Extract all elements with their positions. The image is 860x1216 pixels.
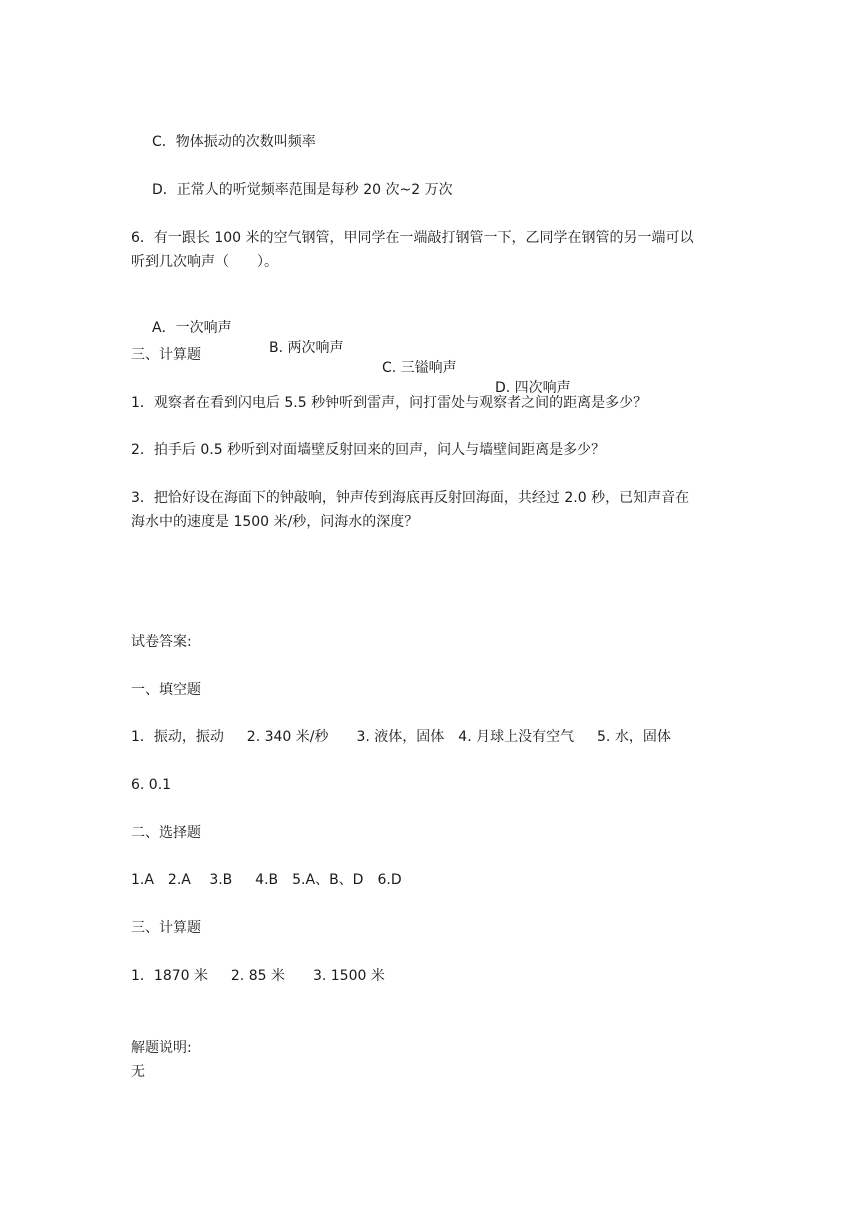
q6-option-a: A．一次响声 <box>152 320 232 336</box>
answers-choice-line: 1.A 2.A 3.B 4.B 5.A、B、D 6.D <box>131 872 402 888</box>
explanation-body: 无 <box>131 1064 145 1080</box>
q6-text-line2: 听到几次响声（ ）。 <box>131 254 278 270</box>
answers-calc-heading: 三、计算题 <box>131 920 201 936</box>
q6-text-line1: 6．有一跟长 100 米的空气钢管，甲同学在一端敲打钢管一下，乙同学在钢管的另一端可以 <box>131 230 694 246</box>
q5-option-d: D．正常人的听觉频率范围是每秒 20 次~2 万次 <box>152 182 453 198</box>
answers-fill-line1: 1．振动，振动 2. 340 米/秒 3. 液体，固体 4. 月球上没有空气 5. 水，固体 <box>131 729 671 745</box>
answers-fill-line2: 6. 0.1 <box>131 777 172 793</box>
calc-question-3-line1: 3．把恰好设在海面下的钟敲响，钟声传到海底再反射回海面，共经过 2.0 秒，已知声音在 <box>131 490 690 506</box>
calc-question-2: 2．拍手后 0.5 秒听到对面墙壁反射回来的回声，问人与墙壁间距离是多少？ <box>131 442 606 458</box>
section3-heading: 三、计算题 <box>131 347 201 363</box>
q5-option-c: C．物体振动的次数叫频率 <box>152 134 316 150</box>
explanation-heading: 解题说明: <box>131 1040 192 1056</box>
q6-option-d: D. 四次响声 <box>495 380 571 396</box>
calc-question-1: 1．观察者在看到闪电后 5.5 秒钟听到雷声，问打雷处与观察者之间的距离是多少？ <box>131 395 648 411</box>
answers-heading: 试卷答案: <box>131 634 192 650</box>
answers-fill-heading: 一、填空题 <box>131 682 201 698</box>
answers-calc-line: 1．1870 米 2. 85 米 3. 1500 米 <box>131 968 385 984</box>
q6-option-c: C. 三镒响声 <box>382 360 457 376</box>
q6-option-b: B. 两次响声 <box>269 340 344 356</box>
answers-choice-heading: 二、选择题 <box>131 825 201 841</box>
calc-question-3-line2: 海水中的速度是 1500 米/秒，问海水的深度？ <box>131 514 419 530</box>
